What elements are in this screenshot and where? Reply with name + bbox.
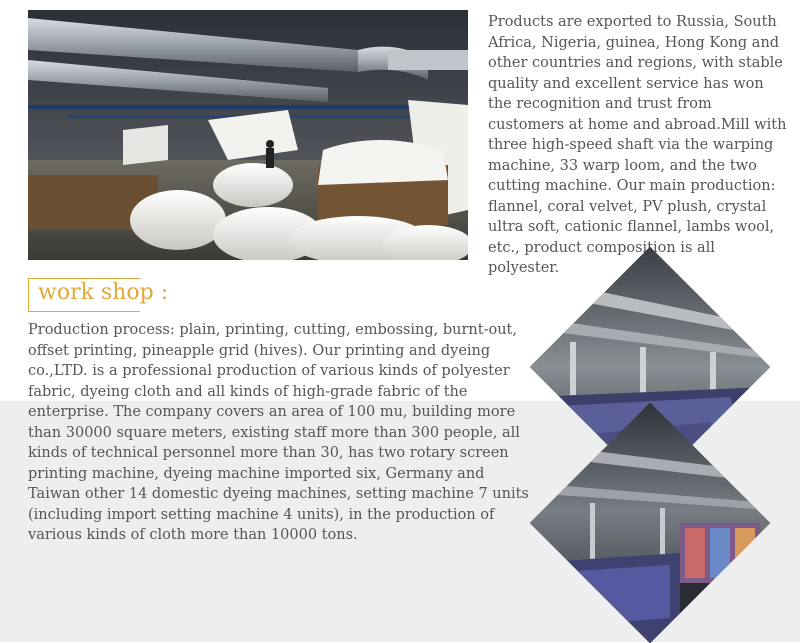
workshop-paragraph: Production process: plain, printing, cutting, embossing, burnt-out, offset printing, pineapple grid (hives). Our printing and dyeing co.,LTD. is a professional production of various kinds of polyester fabric, dyeing cloth and all kinds of high-grade fabric of the enterprise. The company covers an area of 100 mu, building more than 30000 square meters, existing staff more than 300 people, all kinds of technical personnel more than 30, has two rotary screen printing machine, dyeing machine imported six, Germany and Taiwan other 14 domestic dyeing machines, setting machine 7 units (including import setting machine 4 units), in the production of various kinds of cloth more than 10000 tons. xyxy=(28,322,529,543)
intro-paragraph: Products are exported to Russia, South Africa, Nigeria, guinea, Hong Kong and other countries and regions, with stable quality and excellent service has won the recognition and trust from customers at home and abroad.Mill with three high-speed shaft via the warping machine, 33 warp loom, and the two cutting machine. Our main production: flannel, coral velvet, PV plush, crystal ultra soft, cationic flannel, lambs wool, etc., product composition is all polyester. xyxy=(488,14,787,276)
heading-label: work shop : xyxy=(38,280,169,305)
factory-photo xyxy=(28,10,468,260)
